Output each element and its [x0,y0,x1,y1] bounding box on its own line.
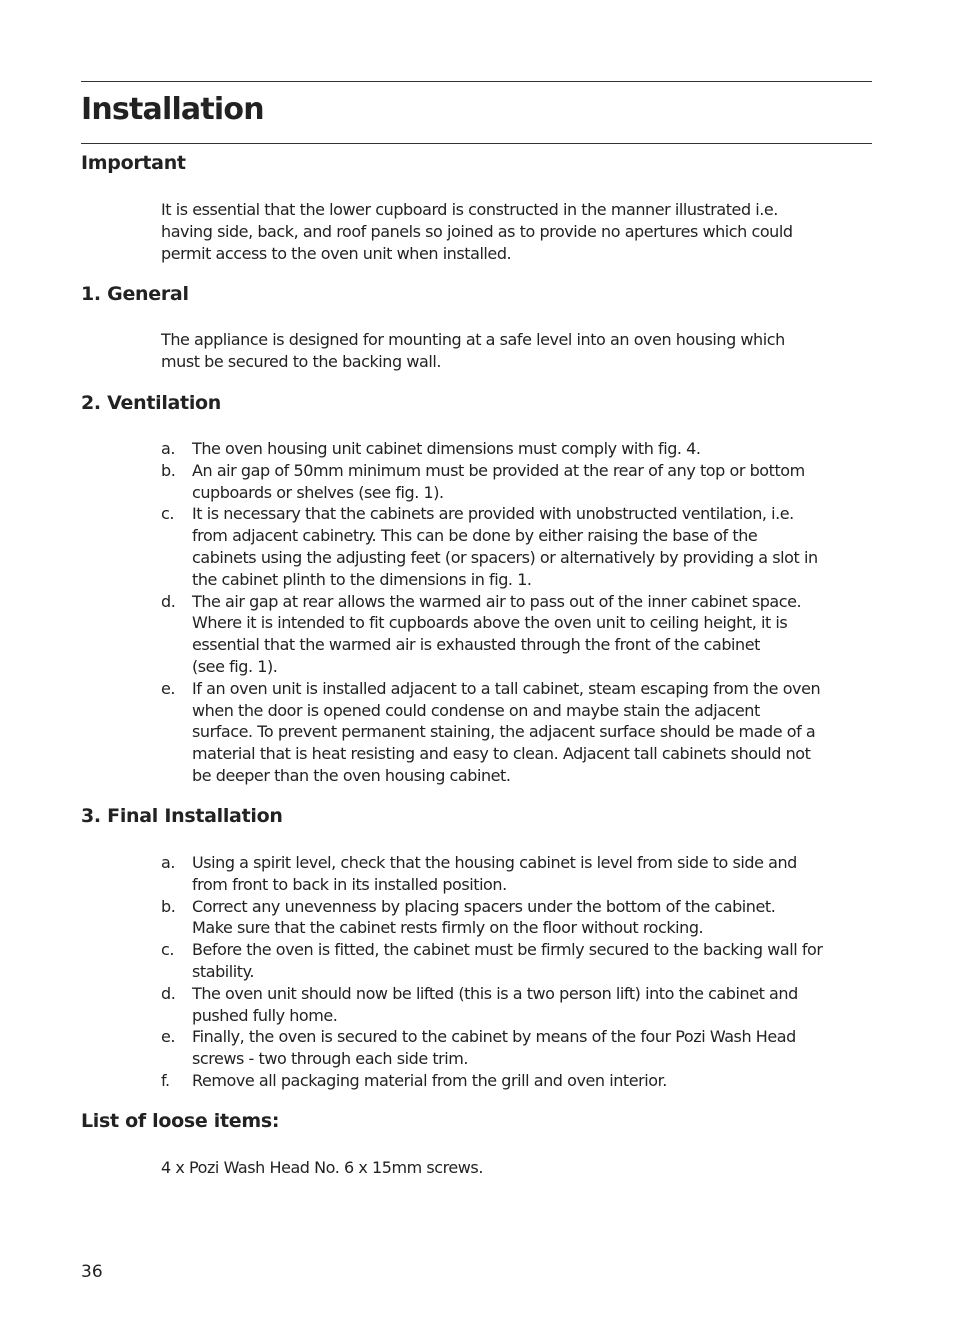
text-line: Correct any unevenness by placing spacers under the bottom of the cabinet. [192,896,776,916]
text-line: material that is heat resisting and easy to clean. Adjacent tall cabinets should not [192,744,811,764]
final-installation-list [161,852,873,1092]
text-line: when the door is opened could condense on and maybe stain the adjacent [192,700,760,720]
text-line: screws - two through each side trim. [192,1049,469,1069]
list-item [161,503,873,590]
heading-general: 1. General [81,283,189,305]
text-line: Remove all packaging material from the grill and oven interior. [192,1070,667,1090]
text-line: The oven unit should now be lifted (this is a two person lift) into the cabinet and [192,983,798,1003]
text-line: the cabinet plinth to the dimensions in fig. 1. [192,569,532,589]
heading-loose-items: List of loose items: [81,1110,280,1132]
heading-final-installation: 3. Final Installation [81,805,283,827]
list-item [161,678,873,787]
heading-important: Important [81,152,186,174]
text-line: (see fig. 1). [192,656,278,676]
text-line: permit access to the oven unit when installed. [161,243,512,263]
list-item [161,1026,873,1070]
page-title: Installation [81,92,264,127]
list-marker: b. [161,460,176,480]
text-line: pushed fully home. [192,1005,338,1025]
text-line: The appliance is designed for mounting at a safe level into an oven housing which [161,330,785,349]
text-line: It is necessary that the cabinets are provided with unobstructed ventilation, i.e. [192,504,794,524]
list-item [161,591,873,678]
text-line: Finally, the oven is secured to the cabinet by means of the four Pozi Wash Head [192,1027,796,1047]
list-marker: d. [161,983,176,1003]
text-line: 4 x Pozi Wash Head No. 6 x 15mm screws. [161,1158,483,1177]
text-line: from front to back in its installed position. [192,874,507,894]
list-marker: d. [161,591,176,611]
list-item [161,438,873,460]
text-line: An air gap of 50mm minimum must be provided at the rear of any top or bottom [192,460,805,480]
text-line: The oven housing unit cabinet dimensions must comply with fig. 4. [192,439,701,458]
text-line: be deeper than the oven housing cabinet. [192,765,511,785]
loose-items-text [161,1157,873,1179]
top-rule [81,81,872,82]
text-line: Before the oven is fitted, the cabinet must be firmly secured to the backing wall for [192,940,823,960]
list-item [161,983,873,1027]
list-item [161,1070,873,1092]
important-text [161,199,873,264]
text-line: The air gap at rear allows the warmed air to pass out of the inner cabinet space. [192,591,802,611]
text-line: It is essential that the lower cupboard is constructed in the manner illustrated i.e. [161,200,778,219]
list-item [161,852,873,896]
list-marker: e. [161,678,176,698]
ventilation-list [161,438,873,787]
list-item [161,460,873,504]
text-line: stability. [192,961,254,981]
list-marker: c. [161,504,174,524]
list-item [161,939,873,983]
list-marker: a. [161,439,175,458]
text-line: essential that the warmed air is exhausted through the front of the cabinet [192,635,760,655]
title-underline [81,143,872,144]
text-line: having side, back, and roof panels so joined as to provide no apertures which could [161,221,793,241]
text-line: cabinets using the adjusting feet (or spacers) or alternatively by providing a slot in [192,547,818,567]
list-item [161,896,873,940]
text-line: Make sure that the cabinet rests firmly on the floor without rocking. [192,918,704,938]
text-line: Where it is intended to fit cupboards above the oven unit to ceiling height, it is [192,613,788,633]
list-marker: a. [161,853,175,872]
text-line: If an oven unit is installed adjacent to a tall cabinet, steam escaping from the oven [192,678,821,698]
list-marker: f. [161,1070,170,1090]
page-number: 36 [81,1262,103,1282]
list-marker: b. [161,896,176,916]
text-line: Using a spirit level, check that the housing cabinet is level from side to side and [192,853,797,872]
general-text [161,329,873,373]
text-line: cupboards or shelves (see fig. 1). [192,482,444,502]
text-line: from adjacent cabinetry. This can be done by either raising the base of the [192,526,758,546]
text-line: must be secured to the backing wall. [161,351,441,371]
list-marker: c. [161,940,174,960]
text-line: surface. To prevent permanent staining, the adjacent surface should be made of a [192,722,816,742]
heading-ventilation: 2. Ventilation [81,392,222,414]
list-marker: e. [161,1027,176,1047]
